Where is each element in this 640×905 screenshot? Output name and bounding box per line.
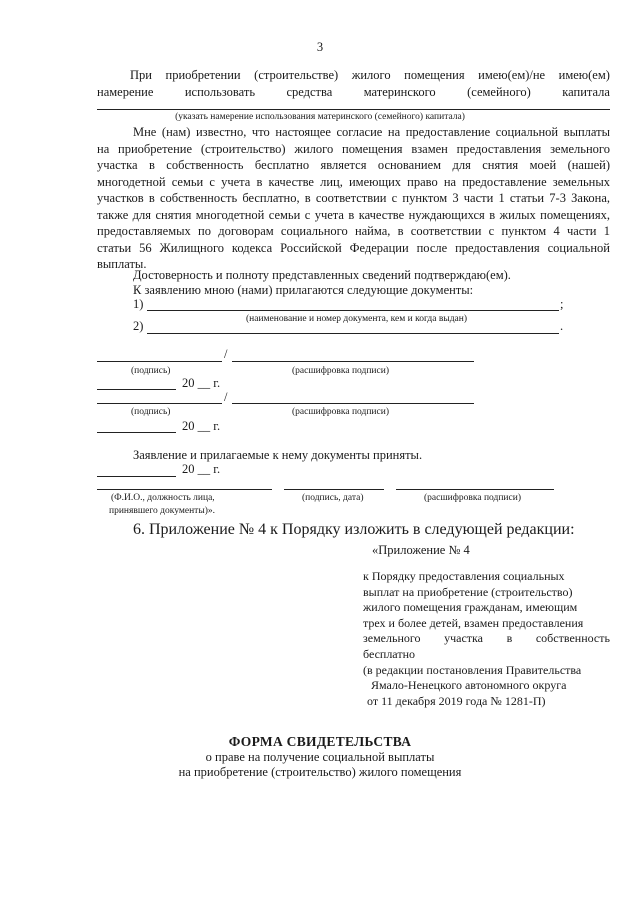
decode-1-label: (расшифровка подписи) — [292, 366, 389, 376]
officer-sign-label: (подпись, дата) — [302, 493, 364, 503]
appendix-word: собственность — [535, 631, 610, 646]
appendix-line-justified — [363, 631, 610, 647]
consent-line: выплаты. — [97, 257, 147, 271]
intent-word: (семейного) — [467, 85, 531, 99]
appendix-line: бесплатно — [363, 646, 415, 661]
date-1-line[interactable] — [97, 389, 176, 390]
decode-1-line[interactable] — [232, 361, 474, 362]
consent-line: на приобретение (строительство) жилого помещения взамен предоставления земельного — [97, 141, 610, 156]
signature-2-slash: / — [224, 390, 228, 404]
officer-decode-label: (расшифровка подписи) — [424, 493, 521, 503]
intent-word: намерение — [97, 85, 154, 99]
appendix-line: трех и более детей, взамен предоставления — [363, 615, 584, 630]
officer-sign-line[interactable] — [284, 489, 384, 490]
consent-line: также для снятия многодетной семьи с учета в качестве нуждающихся в жилых помещениях, — [97, 207, 610, 222]
consent-line: предоставляемых по договорам социального найма, в соответствии с пунктом 4 части 1 — [97, 224, 610, 238]
consent-line: Мне (нам) известно, что настоящее согласие на предоставление социальной выплаты — [133, 125, 610, 139]
date-3-year: 20 __ г. — [182, 462, 221, 476]
intent-word: помещения — [404, 68, 465, 82]
consent-line: статьи 56 Жилищного кодекса Российской Федерации после предоставления социальной — [97, 240, 610, 255]
doc-item-2-end: . — [560, 319, 564, 333]
consent-line: участков в собственность бесплатно, в соответствии с пунктом 3 части 1 статьи 7-3 Закона, — [97, 191, 610, 205]
officer-name-label-1: (Ф.И.О., должность лица, — [111, 493, 215, 503]
decode-2-line[interactable] — [232, 403, 474, 404]
signature-1-line[interactable] — [97, 361, 222, 362]
signature-2-line[interactable] — [97, 403, 222, 404]
confirm-text: Достоверность и полноту представленных сведений подтверждаю(ем). — [133, 268, 511, 282]
doc-item-1-end: ; — [560, 297, 564, 311]
intent-word: использовать — [184, 85, 256, 99]
form-subtitle-1: о праве на получение социальной выплаты — [205, 750, 435, 764]
intent-word: приобретении — [165, 68, 241, 82]
appendix-reference — [363, 569, 610, 709]
officer-name-label-2: принявшего документы)». — [109, 506, 215, 516]
date-3-line[interactable] — [97, 476, 176, 477]
attach-text: К заявлению мною (нами) прилагаются следующие документы: — [133, 283, 474, 297]
appendix-edition-line: Ямало-Ненецкого автономного округа — [371, 678, 567, 693]
appendix-line: к Порядку предоставления социальных — [363, 569, 565, 583]
intent-line-1 — [130, 68, 610, 83]
appendix-edition-line: (в редакции постановления Правительства — [363, 662, 582, 677]
appendix-word: участка — [444, 631, 483, 646]
intent-word: капитала — [562, 85, 610, 99]
consent-line: участка в собственность бесплатно является основанием для снятия моей (нашей) — [97, 158, 610, 172]
intent-caption: (указать намерение использования материнского (семейного) капитала) — [175, 112, 465, 122]
intent-word: материнского — [363, 85, 436, 99]
amendment-heading: 6. Приложение № 4 к Порядку изложить в следующей редакции: — [133, 521, 575, 538]
consent-paragraph — [97, 124, 610, 273]
doc-item-2-line[interactable] — [147, 333, 559, 334]
decode-2-label: (расшифровка подписи) — [292, 407, 389, 417]
page-number: 3 — [316, 40, 324, 54]
accepted-text: Заявление и прилагаемые к нему документы приняты. — [133, 448, 423, 462]
intent-word: имею(ем)/не — [478, 68, 546, 82]
officer-name-line[interactable] — [97, 489, 272, 490]
intent-word: При — [130, 68, 152, 82]
intent-word: имею(ем) — [558, 68, 610, 82]
signature-1-label: (подпись) — [131, 366, 171, 376]
date-2-year: 20 __ г. — [182, 419, 221, 433]
intent-line-2 — [97, 85, 610, 100]
signature-1-slash: / — [224, 347, 228, 361]
intent-fill-line[interactable] — [97, 109, 610, 110]
doc-item-2-number: 2) — [133, 319, 144, 333]
appendix-word: земельного — [363, 631, 421, 646]
intent-word: (строительстве) — [254, 68, 339, 82]
officer-decode-line[interactable] — [396, 489, 554, 490]
appendix-edition-line: от 11 декабря 2019 года № 1281-П) — [367, 693, 546, 708]
appendix-line: выплат на приобретение (строительство) — [363, 584, 573, 599]
form-subtitle-2: на приобретение (строительство) жилого помещения — [178, 765, 462, 779]
date-1-year: 20 __ г. — [182, 376, 221, 390]
appendix-title: «Приложение № 4 — [372, 543, 470, 557]
signature-2-label: (подпись) — [131, 407, 171, 417]
doc-caption: (наименование и номер документа, кем и когда выдан) — [246, 314, 467, 324]
date-2-line[interactable] — [97, 432, 176, 433]
doc-item-1-line[interactable] — [147, 310, 559, 311]
appendix-line: жилого помещения гражданам, имеющим — [363, 600, 578, 615]
appendix-word: в — [506, 631, 513, 646]
intent-word: средства — [286, 85, 333, 99]
form-title: ФОРМА СВИДЕТЕЛЬСТВА — [228, 734, 412, 749]
consent-line: многодетной семьи с учета в качестве лиц, имеющих право на предоставление земельных — [97, 174, 610, 189]
intent-word: жилого — [351, 68, 391, 82]
doc-item-1-number: 1) — [133, 297, 144, 311]
